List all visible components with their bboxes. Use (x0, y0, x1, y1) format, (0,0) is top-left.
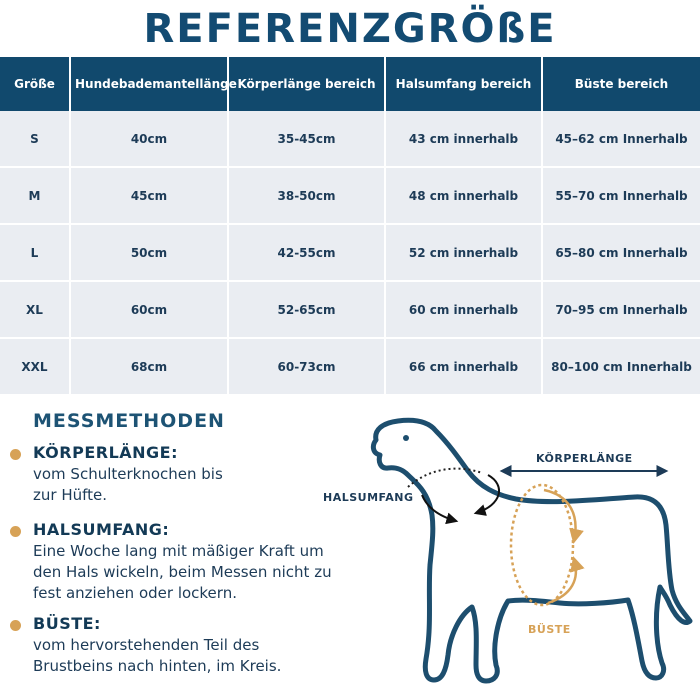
method-text: vom Schulterknochen bis zur Hüfte. (33, 465, 223, 504)
page-title: REFERENZGRÖßE (143, 6, 557, 52)
cell-size: XXL (0, 338, 70, 395)
cell-coat-length: 50cm (70, 224, 228, 281)
method-heading: HALSUMFANG: (33, 520, 170, 539)
dog-diagram (310, 395, 700, 695)
cell-body-length: 42-55cm (228, 224, 385, 281)
method-text: vom hervorstehenden Teil des Brustbeins nach hinten, im Kreis. (33, 636, 282, 675)
cell-chest: 45–62 cm Innerhalb (542, 111, 700, 167)
cell-neck: 66 cm innerhalb (385, 338, 542, 395)
cell-chest: 55–70 cm Innerhalb (542, 167, 700, 224)
dog-eye (403, 435, 409, 441)
label-body-length: KÖRPERLÄNGE (536, 452, 633, 465)
cell-coat-length: 40cm (70, 111, 228, 167)
method-neck (10, 520, 350, 604)
cell-neck: 43 cm innerhalb (385, 111, 542, 167)
table-row (0, 338, 700, 395)
method-body-length (10, 443, 350, 506)
table-row (0, 224, 700, 281)
cell-body-length: 35-45cm (228, 111, 385, 167)
bullet-icon (10, 620, 21, 631)
cell-size: S (0, 111, 70, 167)
header-neck: Halsumfang bereich (385, 57, 542, 111)
cell-chest: 65–80 cm Innerhalb (542, 224, 700, 281)
header-body-length: Körperlänge bereich (228, 57, 385, 111)
cell-body-length: 52-65cm (228, 281, 385, 338)
bullet-icon (10, 449, 21, 460)
cell-size: L (0, 224, 70, 281)
method-chest (10, 614, 350, 677)
methods-title: MESSMETHODEN (33, 410, 225, 432)
size-table (0, 57, 700, 396)
cell-neck: 60 cm innerhalb (385, 281, 542, 338)
header-chest: Büste bereich (542, 57, 700, 111)
table-row (0, 111, 700, 167)
cell-coat-length: 68cm (70, 338, 228, 395)
table-row (0, 281, 700, 338)
cell-coat-length: 60cm (70, 281, 228, 338)
label-chest: BÜSTE (528, 623, 571, 636)
bullet-icon (10, 526, 21, 537)
header-size: Größe (0, 57, 70, 111)
dog-outline-illustration (310, 395, 700, 695)
cell-body-length: 60-73cm (228, 338, 385, 395)
header-coat-length: Hundebademantellänge (70, 57, 228, 111)
cell-body-length: 38-50cm (228, 167, 385, 224)
cell-neck: 48 cm innerhalb (385, 167, 542, 224)
method-heading: KÖRPERLÄNGE: (33, 443, 179, 462)
cell-chest: 70–95 cm Innerhalb (542, 281, 700, 338)
cell-neck: 52 cm innerhalb (385, 224, 542, 281)
cell-size: XL (0, 281, 70, 338)
table-header-row (0, 57, 700, 111)
dog-body-path (373, 420, 690, 681)
cell-size: M (0, 167, 70, 224)
method-text: Eine Woche lang mit mäßiger Kraft um den Hals wickeln, beim Messen nicht zu fest anziehen oder lockern. (33, 542, 332, 602)
table-row (0, 167, 700, 224)
label-neck: HALSUMFANG (323, 491, 414, 504)
cell-chest: 80–100 cm Innerhalb (542, 338, 700, 395)
cell-coat-length: 45cm (70, 167, 228, 224)
chest-arrow-top (544, 490, 576, 541)
method-heading: BÜSTE: (33, 614, 101, 633)
